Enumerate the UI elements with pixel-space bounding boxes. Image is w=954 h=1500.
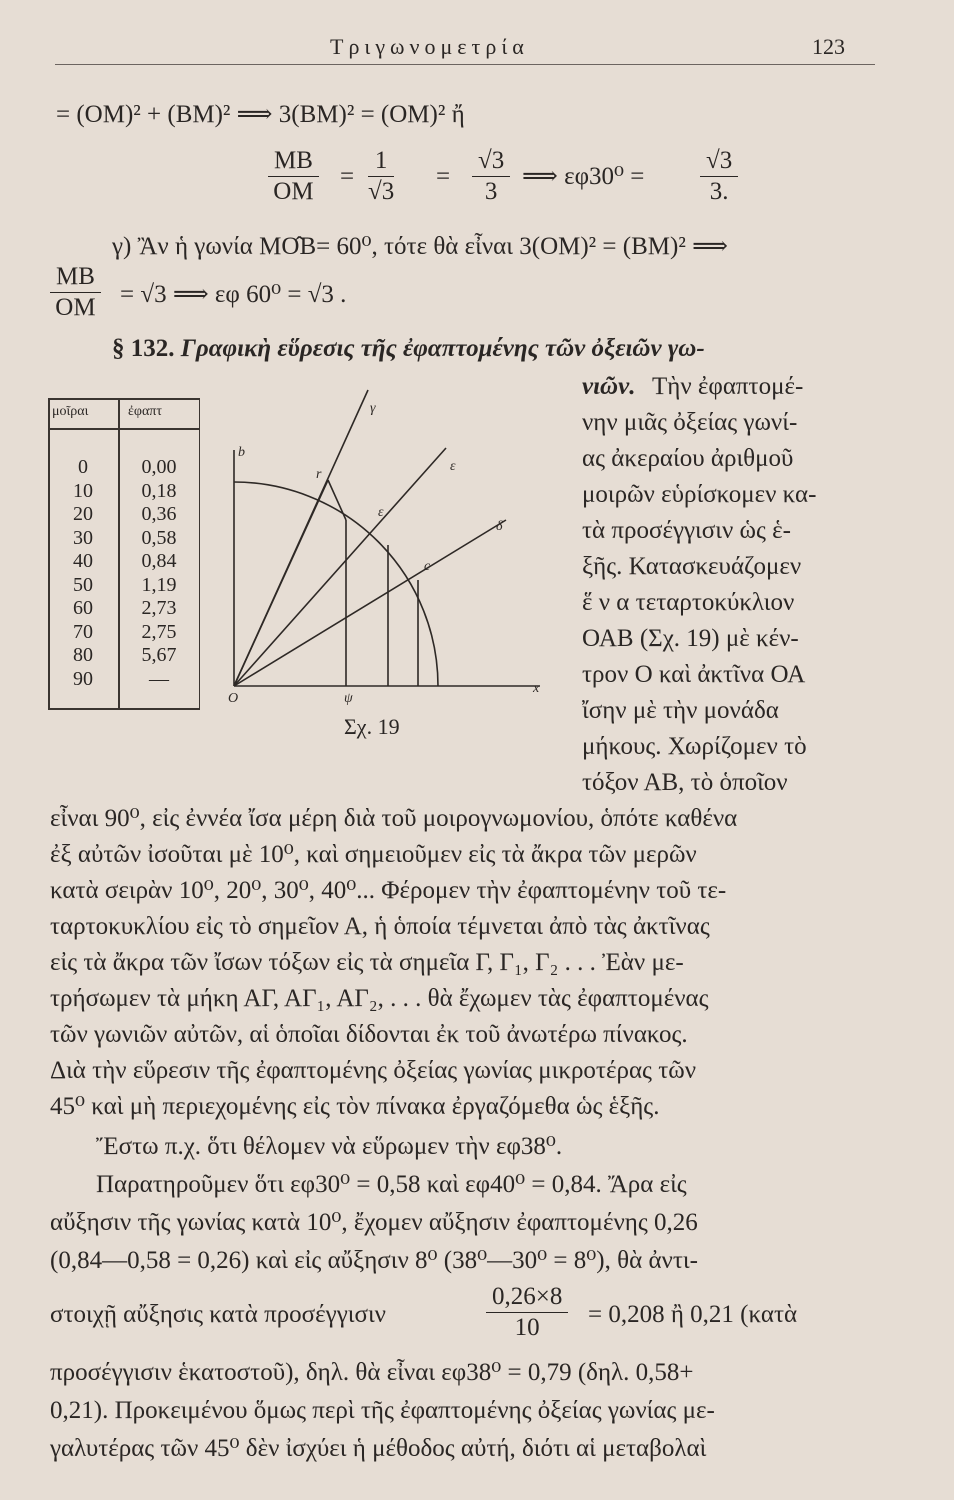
fraction-root3-3 <box>472 146 510 207</box>
right-column-line: ας ἀκεραίου ἀριθμοῦ <box>582 445 794 472</box>
tangent-table <box>48 398 200 710</box>
label-g2: c <box>424 559 431 574</box>
chord-line <box>328 480 346 520</box>
fraction-mb-om-2 <box>50 262 101 323</box>
ef60-result: = √3 ⟹ εφ 60⁰ = √3 . <box>120 281 347 308</box>
body-line: τρήσωμεν τὰ μήκη ΑΓ, ΑΓ₁, ΑΓ₂, . . . θὰ ἔχωμεν τὰς ἐφαπτομένας <box>50 985 709 1012</box>
fraction-numerator: √3 <box>700 146 738 177</box>
table-cell-degrees: 20 <box>73 503 93 525</box>
table-cell-degrees: 10 <box>73 479 93 502</box>
body-line: 0,21). Προκειμένου ὅμως περὶ τῆς ἐφαπτομένης ὀξείας γωνίας με- <box>50 1397 715 1424</box>
table-header-degrees: μοῖραι <box>52 404 89 419</box>
body-line: τῶν γωνιῶν αὐτῶν, αἱ ὁποῖαι δίδονται ἐκ τοῦ ἀνωτέρω πίνακος. <box>50 1021 688 1048</box>
table-cell-degrees: 50 <box>73 573 93 596</box>
radius-line <box>234 480 328 686</box>
fraction-denominator: 3. <box>709 178 729 205</box>
fraction-numerator: ΜΒ <box>50 262 101 293</box>
fraction-mb-om <box>268 146 319 207</box>
table-cell-degrees: 70 <box>73 620 93 643</box>
right-column-line: μήκους. Χωρίζομεν τὸ <box>582 733 807 760</box>
body-line: ταρτοκυκλίου εἰς τὸ σημεῖον Α, ἡ ὁποία τέμνεται ἀπὸ τὰς ἀκτῖνας <box>50 913 710 940</box>
fraction-denominator: ΟΜ <box>55 294 96 321</box>
right-column-line: μοιρῶν εὑρίσκομεν κα- <box>582 481 817 508</box>
table-cell-tangent: 2,73 <box>141 597 177 619</box>
header-rule <box>55 64 875 65</box>
fraction-numerator: 1 <box>368 146 394 177</box>
fraction-approx <box>486 1282 568 1343</box>
table-cell-tangent: — <box>149 667 169 690</box>
body-line: (0,84—0,58 = 0,26) καὶ εἰς αὔξησιν 8⁰ (38⁰—30⁰ = 8⁰), θὰ ἀντι- <box>50 1247 698 1274</box>
label-b: b <box>238 445 245 460</box>
equals-sign: = <box>436 163 451 190</box>
table-divider <box>118 400 120 708</box>
fraction-denominator: 10 <box>514 1314 540 1341</box>
table-cell-tangent: 0,36 <box>141 503 177 525</box>
body-line: γαλυτέρας τῶν 45⁰ δὲν ἰσχύει ἡ μέθοδος αὐτή, διότι αἱ μεταβολαὶ <box>50 1435 707 1462</box>
section-number: § 132. <box>112 335 175 362</box>
fraction-denominator: ΟΜ <box>273 178 314 205</box>
right-column-line: ἕ ν α τεταρτοκύκλιον <box>582 589 795 616</box>
table-cell-degrees: 0 <box>78 456 88 478</box>
fraction-1-root3 <box>368 146 394 207</box>
gamma-case-line: γ) Ἂν ἡ γωνία ΜΟ̂Β= 60⁰, τότε θὰ εἶναι 3(ΟΜ)² = (ΒΜ)² ⟹ <box>112 233 728 260</box>
table-header-tangent: ἐφαπτ <box>128 404 162 419</box>
figure-caption: Σχ. 19 <box>344 714 400 739</box>
equals-sign: = <box>340 163 355 190</box>
table-header-rule <box>48 428 200 430</box>
label-r: r <box>316 467 322 482</box>
implies-ef30: ⟹ εφ30⁰ = <box>522 163 645 190</box>
right-column-line: ξῆς. Κατασκευάζομεν <box>582 553 802 580</box>
label-d: δ <box>496 519 503 534</box>
body-line: αὔξησιν τῆς γωνίας κατὰ 10⁰, ἔχομεν αὔξησιν ἐφαπτομένης 0,26 <box>50 1209 698 1236</box>
right-column-line: τὰ προσέγγισιν ὡς ἑ- <box>582 517 791 544</box>
table-cell-degrees: 40 <box>73 550 93 572</box>
label-a: x <box>533 681 540 696</box>
table-cell-tangent: 2,75 <box>141 620 177 643</box>
right-column-line: τρον Ο καὶ ἀκτῖνα ΟΑ <box>582 661 806 688</box>
body-line: ἐξ αὐτῶν ἰσοῦται μὲ 10⁰, καὶ σημειοῦμεν εἰς τὰ ἄκρα τῶν μερῶν <box>50 841 697 868</box>
section-title-continued: νιῶν. <box>582 373 636 400</box>
page-number: 123 <box>812 34 845 59</box>
fraction-numerator: 0,26×8 <box>486 1282 568 1313</box>
right-column-line: ἴσην μὲ τὴν μονάδα <box>582 697 779 724</box>
table-cell-degrees: 80 <box>73 644 93 666</box>
label-gamma: γ <box>370 401 376 416</box>
label-s: ε <box>378 505 384 520</box>
table-cell-tangent: 0,00 <box>141 456 177 478</box>
table-cell-tangent: 1,19 <box>141 573 177 596</box>
table-cell-tangent: 5,67 <box>141 644 177 666</box>
fraction-denominator: 3 <box>484 178 498 205</box>
fraction-denominator: √3 <box>368 178 395 205</box>
section-heading <box>112 334 705 364</box>
running-header: Τριγωνομετρία <box>330 34 529 59</box>
radius-line <box>234 520 506 686</box>
body-line: εἶναι 90⁰, εἰς ἐννέα ἴσα μέρη διὰ τοῦ μοιρογνωμονίου, ὁπότε καθένα <box>50 805 738 832</box>
table-border <box>199 400 201 708</box>
table-cell-degrees: 30 <box>73 526 93 549</box>
label-g1: ε <box>450 459 456 474</box>
table-cell-degrees: 60 <box>73 597 93 619</box>
label-y: ψ <box>344 691 353 705</box>
approx-line-left: στοιχῇ αὔξησις κατὰ προσέγγισιν <box>50 1301 386 1328</box>
approx-line-right: = 0,208 ἢ 0,21 (κατὰ <box>588 1301 798 1328</box>
table-cell-tangent: 0,18 <box>141 479 177 502</box>
body-line: Διὰ τὴν εὕρεσιν τῆς ἐφαπτομένης ὀξείας γωνίας μικροτέρας τῶν <box>50 1057 696 1084</box>
body-line: προσέγγισιν ἑκατοστοῦ), δηλ. θὰ εἶναι εφ38⁰ = 0,79 (δηλ. 0,58+ <box>50 1359 694 1386</box>
fraction-numerator: ΜΒ <box>268 146 319 177</box>
label-o: O <box>228 691 239 705</box>
right-column-line: νην μιᾶς ὀξείας γωνί- <box>582 409 798 436</box>
table-cell-tangent: 0,58 <box>141 526 177 549</box>
equation-line-1: = (ΟΜ)² + (ΒΜ)² ⟹ 3(ΒΜ)² = (ΟΜ)² ἤ <box>56 101 465 128</box>
body-line: εἰς τὰ ἄκρα τῶν ἴσων τόξων εἰς τὰ σημεῖα Γ, Γ₁, Γ₂ . . . Ἐὰν με- <box>50 949 684 976</box>
right-column-line: ΟΑΒ (Σχ. 19) μὲ κέν- <box>582 625 799 652</box>
figure-19-quarter-circle <box>228 370 548 705</box>
right-column-line: τόξον ΑΒ, τὸ ὁποῖον <box>582 769 788 796</box>
fraction-numerator: √3 <box>472 146 510 177</box>
body-line: 45⁰ καὶ μὴ περιεχομένης εἰς τὸν πίνακα ἐργαζόμεθα ὡς ἑξῆς. <box>50 1093 660 1120</box>
body-line: Ἔστω π.χ. ὅτι θέλομεν νὰ εὕρωμεν τὴν εφ38⁰. <box>96 1133 563 1160</box>
body-line: Παρατηροῦμεν ὅτι εφ30⁰ = 0,58 καὶ εφ40⁰ = 0,84. Ἄρα εἰς <box>96 1171 687 1198</box>
right-column-line: Τὴν ἐφαπτομέ- <box>652 373 804 400</box>
table-cell-tangent: 0,84 <box>141 550 177 572</box>
section-title: Γραφικὴ εὕρεσις τῆς ἐφαπτομένης τῶν ὀξειῶν γω- <box>180 335 705 362</box>
table-cell-degrees: 90 <box>73 667 93 690</box>
quarter-arc <box>234 482 438 686</box>
body-line: κατὰ σειρὰν 10⁰, 20⁰, 30⁰, 40⁰... Φέρομεν τὴν ἐφαπτομένην τοῦ τε- <box>50 877 727 904</box>
fraction-root3-3b <box>700 146 738 207</box>
